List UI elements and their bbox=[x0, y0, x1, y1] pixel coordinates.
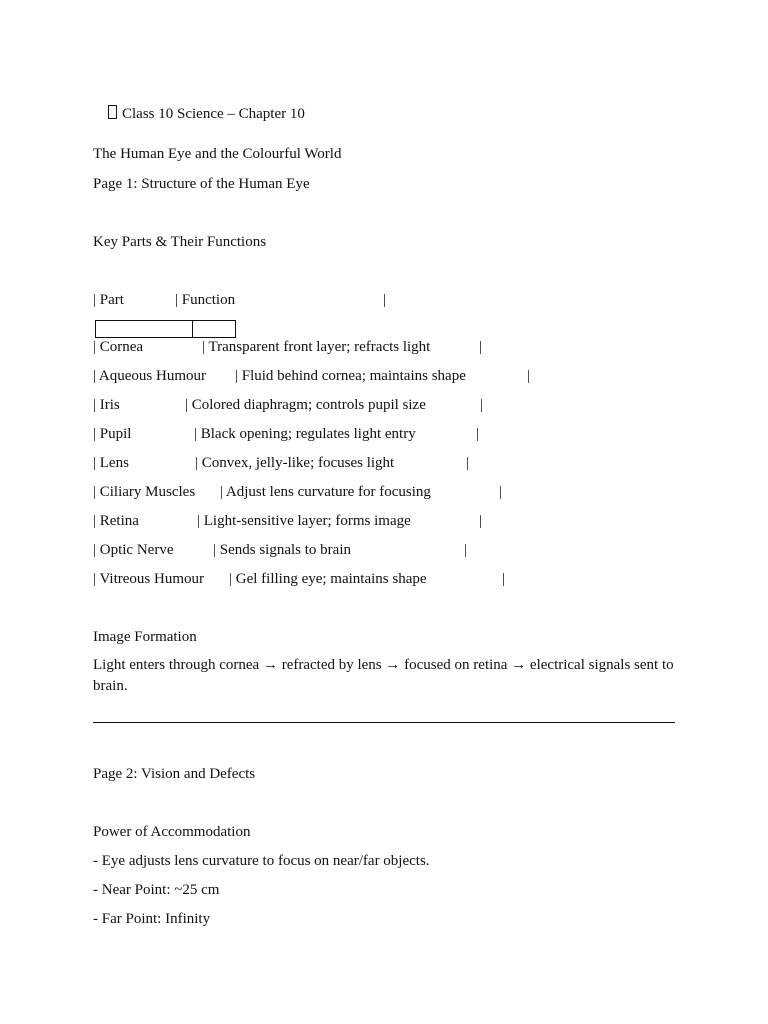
table-cell-function: | Adjust lens curvature for focusing bbox=[220, 484, 431, 500]
table-header-end: | bbox=[383, 292, 387, 308]
page2-heading: Page 2: Vision and Defects bbox=[93, 766, 256, 782]
table-header-function: | Function bbox=[175, 292, 236, 308]
table-cell-function: | Transparent front layer; refracts light bbox=[202, 339, 431, 355]
table-cell-end: | bbox=[466, 455, 470, 471]
table-cell-end: | bbox=[480, 397, 484, 413]
table-cell-part: | Ciliary Muscles bbox=[93, 484, 196, 500]
table-cell-end: | bbox=[464, 542, 468, 558]
table-cell-part: | Vitreous Humour bbox=[93, 571, 204, 587]
table-cell-function: | Fluid behind cornea; maintains shape bbox=[235, 368, 466, 384]
table-cell-end: | bbox=[479, 339, 483, 355]
table-cell-function: | Gel filling eye; maintains shape bbox=[229, 571, 427, 587]
table-cell-part: | Optic Nerve bbox=[93, 542, 174, 558]
table-cell-function: | Sends signals to brain bbox=[213, 542, 351, 558]
table-cell-end: | bbox=[479, 513, 483, 529]
table-cell-part: | Iris bbox=[93, 397, 120, 413]
table-cell-empty-1 bbox=[95, 320, 193, 338]
list-item: - Near Point: ~25 cm bbox=[93, 882, 220, 898]
section-heading-accommodation: Power of Accommodation bbox=[93, 824, 251, 840]
table-cell-end: | bbox=[499, 484, 503, 500]
image-formation-text: Light enters through cornea → refracted by lens → focused on retina → electrical signals sent to brain. bbox=[93, 657, 674, 694]
table-cell-part: | Aqueous Humour bbox=[93, 368, 206, 384]
table-cell-end: | bbox=[527, 368, 531, 384]
page-divider bbox=[93, 722, 675, 723]
table-cell-function: | Black opening; regulates light entry bbox=[194, 426, 416, 442]
table-cell-part: | Cornea bbox=[93, 339, 144, 355]
table-cell-part: | Lens bbox=[93, 455, 129, 471]
table-cell-function: | Colored diaphragm; controls pupil size bbox=[185, 397, 426, 413]
image-formation-heading: Image Formation bbox=[93, 629, 197, 645]
table-cell-part: | Pupil bbox=[93, 426, 132, 442]
section-heading-key-parts: Key Parts & Their Functions bbox=[93, 234, 267, 250]
list-item: - Eye adjusts lens curvature to focus on near/far objects. bbox=[93, 853, 430, 869]
table-header-part: | Part bbox=[93, 292, 124, 308]
list-item: - Far Point: Infinity bbox=[93, 911, 211, 927]
header-title: Class 10 Science – Chapter 10 bbox=[122, 106, 305, 122]
table-cell-empty-2 bbox=[192, 320, 236, 338]
page1-heading: Page 1: Structure of the Human Eye bbox=[93, 176, 310, 192]
table-cell-function: | Convex, jelly-like; focuses light bbox=[195, 455, 395, 471]
table-cell-function: | Light-sensitive layer; forms image bbox=[197, 513, 411, 529]
missing-glyph-icon bbox=[108, 105, 117, 119]
document-header bbox=[93, 87, 305, 141]
table-cell-end: | bbox=[476, 426, 480, 442]
table-cell-end: | bbox=[502, 571, 506, 587]
chapter-title: The Human Eye and the Colourful World bbox=[93, 146, 342, 162]
table-cell-part: | Retina bbox=[93, 513, 139, 529]
